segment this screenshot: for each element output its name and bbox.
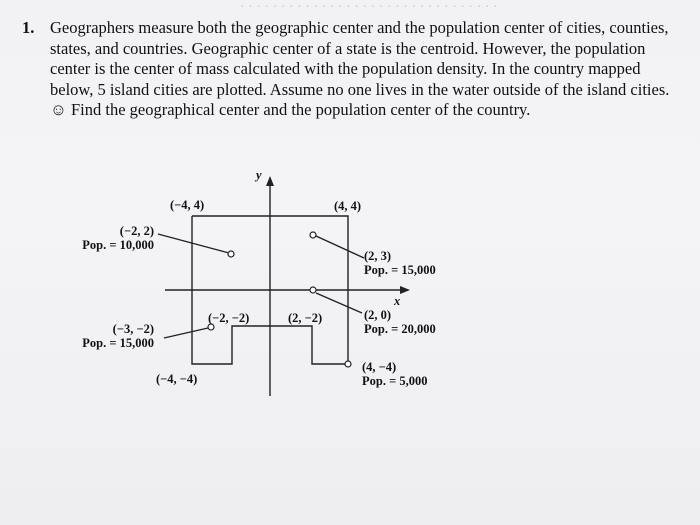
vertex-label-top-left: (−4, 4) bbox=[170, 198, 205, 212]
bleed-through-text: · · · · · · · · · · · · · · · · · · · · · · · · · · · · · · · · bbox=[240, 0, 498, 15]
vertex-label-bottom-left: (−4, −4) bbox=[156, 372, 198, 386]
city-population: Pop. = 5,000 bbox=[362, 374, 428, 388]
city-population: Pop. = 15,000 bbox=[364, 263, 436, 277]
problem-text: Geographers measure both the geographic center and the population center of cities, counties, states, and countries. Geographic center of a state is the centroid. However, the population center is the center of mass calculated with the population density. In the country mapped below, 5 island cities are plotted. Assume no one lives in the water outside of the island cities. ☺ Find the geographical center and the population center of the country. bbox=[50, 18, 670, 119]
leader-city-2-3 bbox=[316, 236, 364, 258]
city-point-4-neg4 bbox=[345, 361, 351, 367]
city-coord: (−3, −2) bbox=[112, 322, 154, 336]
leader-city-2-0 bbox=[316, 293, 362, 313]
city-coord: (−2, 2) bbox=[119, 224, 154, 238]
vertex-label-notch-right: (2, −2) bbox=[288, 311, 323, 325]
city-coord: (2, 0) bbox=[364, 308, 392, 322]
city-point-neg2-2 bbox=[228, 251, 234, 257]
city-label-4-neg4 bbox=[362, 360, 427, 388]
leader-city-neg3-neg2 bbox=[164, 328, 208, 338]
city-label-2-3 bbox=[364, 249, 436, 277]
city-label-neg2-2 bbox=[62, 224, 154, 252]
city-point-2-0 bbox=[310, 287, 316, 293]
x-axis-arrow bbox=[400, 286, 410, 294]
x-axis-label: x bbox=[394, 294, 401, 308]
vertex-label-notch-left: (−2, −2) bbox=[208, 311, 250, 325]
y-axis-arrow bbox=[266, 176, 274, 186]
city-label-neg3-neg2 bbox=[62, 322, 154, 350]
city-population: Pop. = 20,000 bbox=[364, 322, 436, 336]
city-population: Pop. = 15,000 bbox=[82, 336, 154, 350]
city-point-2-3 bbox=[310, 232, 316, 238]
city-coord: (2, 3) bbox=[364, 249, 392, 263]
y-axis-label: y bbox=[256, 168, 262, 182]
problem-number: 1. bbox=[22, 18, 35, 37]
city-population: Pop. = 10,000 bbox=[82, 238, 154, 252]
city-label-2-0 bbox=[364, 308, 436, 336]
leader-city-neg2-2 bbox=[158, 234, 229, 253]
city-coord: (4, −4) bbox=[362, 360, 397, 374]
vertex-label-top-right: (4, 4) bbox=[334, 199, 362, 213]
